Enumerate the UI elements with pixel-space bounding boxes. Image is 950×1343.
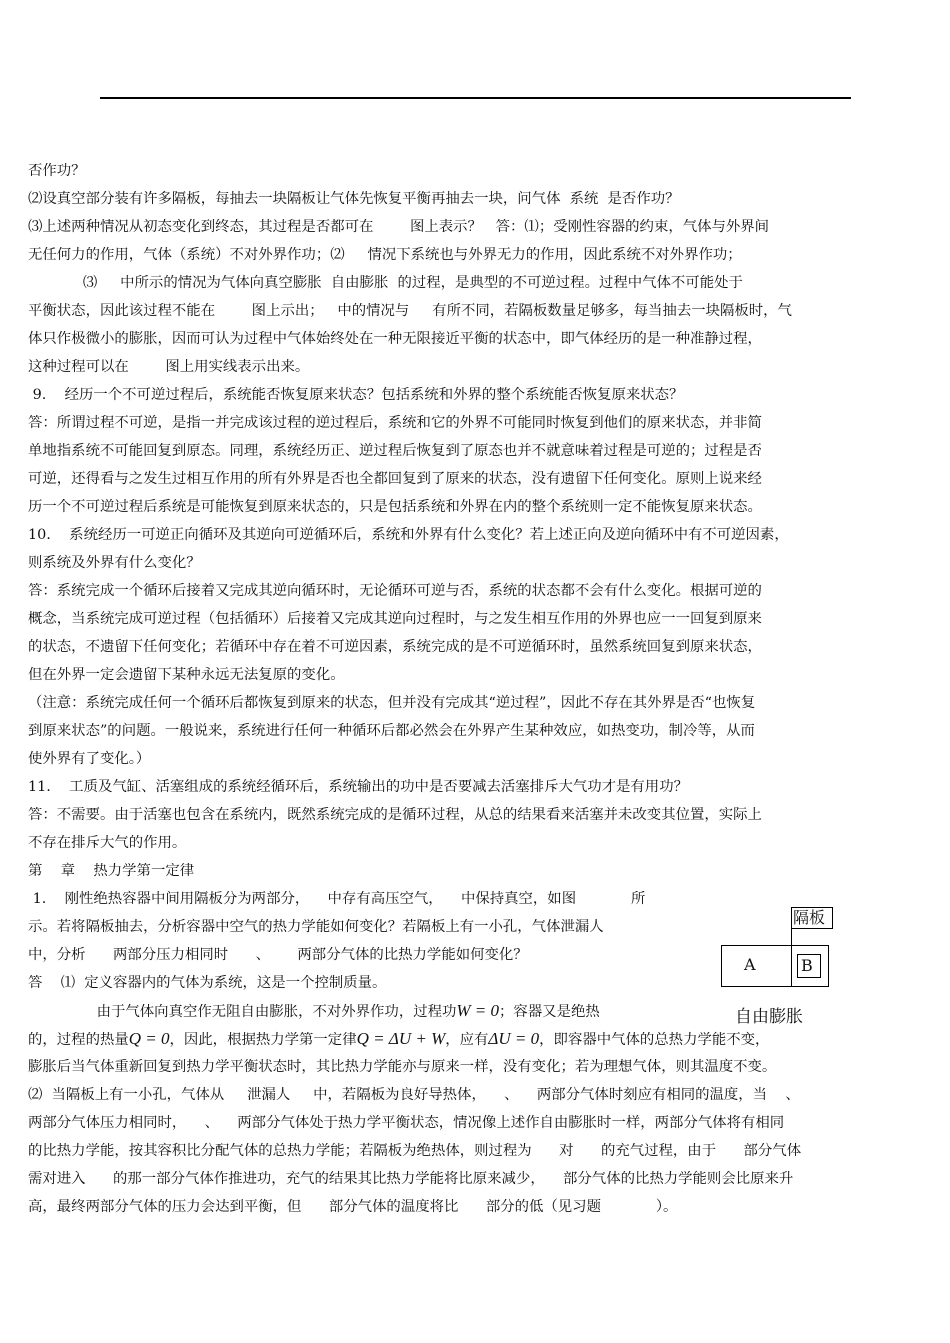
text-line: ⑵ 当隔板上有一小孔，气体从 泄漏人 中，若隔板为良好导热体， 、 两部分气体时刻应有相同的温度，当 、 bbox=[28, 1087, 800, 1103]
text-line: 需对进入 的那一部分气体作推进功，充气的结果其比热力学能将比原来减少， 部分气体的比热力学能则会比原来升 bbox=[28, 1171, 794, 1187]
text-line: ⑶上述两种情况从初态变化到终态，其过程是否都可在 图上表示？ 答：⑴；受刚性容器的约束，气体与外界间 bbox=[28, 219, 770, 235]
note-line: 到原来状态”的问题。一般说来，系统进行任何一种循环后都必然会在外界产生某种效应，如热变功，制冷等，从而 bbox=[28, 723, 755, 739]
answer-line: 答 ⑴ 定义容器内的气体为系统，这是一个控制质量。 bbox=[28, 975, 387, 991]
text-segment: 由于气体向真空作无阻自由膨胀，不对外界作功，过程功 bbox=[28, 1004, 457, 1020]
text-line: 答：不需要。由于活塞也包含在系统内，既然系统完成的是循环过程，从总的结果看来活塞并未改变其位置，实际上 bbox=[28, 807, 762, 823]
equation-line-1 bbox=[28, 1001, 600, 1022]
question-9: 9. 经历一个不可逆过程后，系统能否恢复原来状态？包括系统和外界的整个系统能否恢复原来状态？ bbox=[28, 387, 684, 403]
note-line: （注意：系统完成任何一个循环后都恢复到原来的状态，但并没有完成其“逆过程”，因此不存在其外界是否“也恢复 bbox=[28, 695, 756, 711]
heat-equation: Q = 0 bbox=[128, 1029, 170, 1048]
text-line: 单地指系统不可能回复到原态。同理，系统经历正、逆过程后恢复到了原态也并不就意味着过程是可逆的；过程是否 bbox=[28, 443, 762, 459]
text-line: 的比热力学能，按其容积比分配气体的总热力学能；若隔板为绝热体，则过程为 对 的充气过程，由于 部分气体 bbox=[28, 1143, 802, 1159]
partition-wall bbox=[791, 924, 792, 986]
text-line: 示。若将隔板抽去，分析容器中空气的热力学能如何变化？若隔板上有一小孔，气体泄漏人 bbox=[28, 919, 604, 935]
chamber-b-label: B bbox=[801, 956, 813, 975]
text-segment: ，因此，根据热力学第一定律 bbox=[169, 1032, 357, 1048]
chapter-heading: 第 章 热力学第一定律 bbox=[28, 863, 195, 879]
text-line: 这种过程可以在 图上用实线表示出来。 bbox=[28, 359, 310, 375]
text-segment: ，应有 bbox=[445, 1032, 489, 1048]
internal-energy-equation: ΔU = 0 bbox=[488, 1029, 540, 1048]
text-segment: ；容器又是绝热 bbox=[499, 1004, 600, 1020]
work-equation: W = 0 bbox=[456, 1001, 500, 1020]
text-line: ⑶ 中所示的情况为气体向真空膨胀 自由膨胀 的过程，是典型的不可逆过程。过程中气体不可能处于 bbox=[28, 275, 743, 291]
text-segment: 的，过程的热量 bbox=[28, 1032, 129, 1048]
text-line: 中，分析 两部分压力相同时 、 两部分气体的比热力学能如何变化？ bbox=[28, 947, 528, 963]
text-segment: ，即容器中气体的总热力学能不变， bbox=[539, 1032, 770, 1048]
first-law-equation: Q = ΔU + W bbox=[356, 1029, 446, 1048]
text-line: 否作功？ bbox=[28, 163, 86, 179]
text-line: 体只作极微小的膨胀，因而可认为过程中气体始终处在一种无限接近平衡的状态中，即气体经历的是一种准静过程， bbox=[28, 331, 762, 347]
text-line: 概念，当系统完成可逆过程（包括循环）后接着又完成其逆向过程时，与之发生相互作用的外界也应一一回复到原来 bbox=[28, 611, 762, 627]
figure-caption: 自由膨胀 bbox=[735, 1007, 803, 1027]
text-line: 高，最终两部分气体的压力会达到平衡，但 部分气体的温度将比 部分的低（见习题 ）。 bbox=[28, 1199, 678, 1215]
text-line: 的状态，不遗留下任何变化；若循环中存在着不可逆因素，系统完成的是不可逆循环时，虽然系统回复到原来状态， bbox=[28, 639, 762, 655]
text-line: 答：系统完成一个循环后接着又完成其逆向循环时，无论循环可逆与否，系统的状态都不会有什么变化。根据可逆的 bbox=[28, 583, 762, 599]
question-1: 1. 刚性绝热容器中间用隔板分为两部分， 中存有高压空气， 中保持真空，如图 所 bbox=[28, 891, 646, 907]
text-line: 无任何力的作用，气体（系统）不对外界作功；⑵ 情况下系统也与外界无力的作用，因此系统不对外界作功； bbox=[28, 247, 742, 263]
text-line: 答：所谓过程不可逆，是指一并完成该过程的逆过程后，系统和它的外界不可能同时恢复到他们的原来状态，并非简 bbox=[28, 415, 762, 431]
text-line: 膨胀后当气体重新回复到热力学平衡状态时，其比热力学能亦与原来一样，没有变化；若为理想气体，则其温度不变。 bbox=[28, 1059, 777, 1075]
text-line: 历一个不可逆过程后系统是可能恢复到原来状态的，只是包括系统和外界在内的整个系统则一定不能恢复原来状态。 bbox=[28, 499, 762, 515]
chamber-a-label: A bbox=[744, 955, 756, 974]
question-11: 11. 工质及气缸、活塞组成的系统经循环后，系统输出的功中是否要减去活塞排斥大气功才是有用功？ bbox=[28, 779, 688, 795]
text-line: 不存在排斥大气的作用。 bbox=[28, 835, 187, 851]
text-line: 则系统及外界有什么变化？ bbox=[28, 555, 201, 571]
note-line: 使外界有了变化。） bbox=[28, 751, 151, 767]
partition-label: 隔板 bbox=[793, 908, 826, 927]
text-line: 可逆，还得看与之发生过相互作用的所有外界是否也全都回复到了原来的状态，没有遗留下任何变化。原则上说来经 bbox=[28, 471, 762, 487]
equation-line-2 bbox=[28, 1029, 769, 1050]
question-10: 10. 系统经历一可逆正向循环及其逆向可逆循环后，系统和外界有什么变化？若上述正向及逆向循环中有不可逆因素， bbox=[28, 527, 789, 543]
text-line: ⑵设真空部分装有许多隔板，每抽去一块隔板让气体先恢复平衡再抽去一块，问气体 系统 是否作功？ bbox=[28, 191, 680, 207]
text-line: 两部分气体压力相同时， 、 两部分气体处于热力学平衡状态，情况像上述作自由膨胀时一样，两部分气体将有相同 bbox=[28, 1115, 785, 1131]
header-rule bbox=[100, 97, 851, 99]
text-line: 但在外界一定会遗留下某种永远无法复原的变化。 bbox=[28, 667, 345, 683]
free-expansion-figure bbox=[715, 900, 850, 1035]
text-line: 平衡状态，因此该过程不能在 图上示出； 中的情况与 有所不同，若隔板数量足够多，每当抽去一块隔板时，气 bbox=[28, 303, 792, 319]
